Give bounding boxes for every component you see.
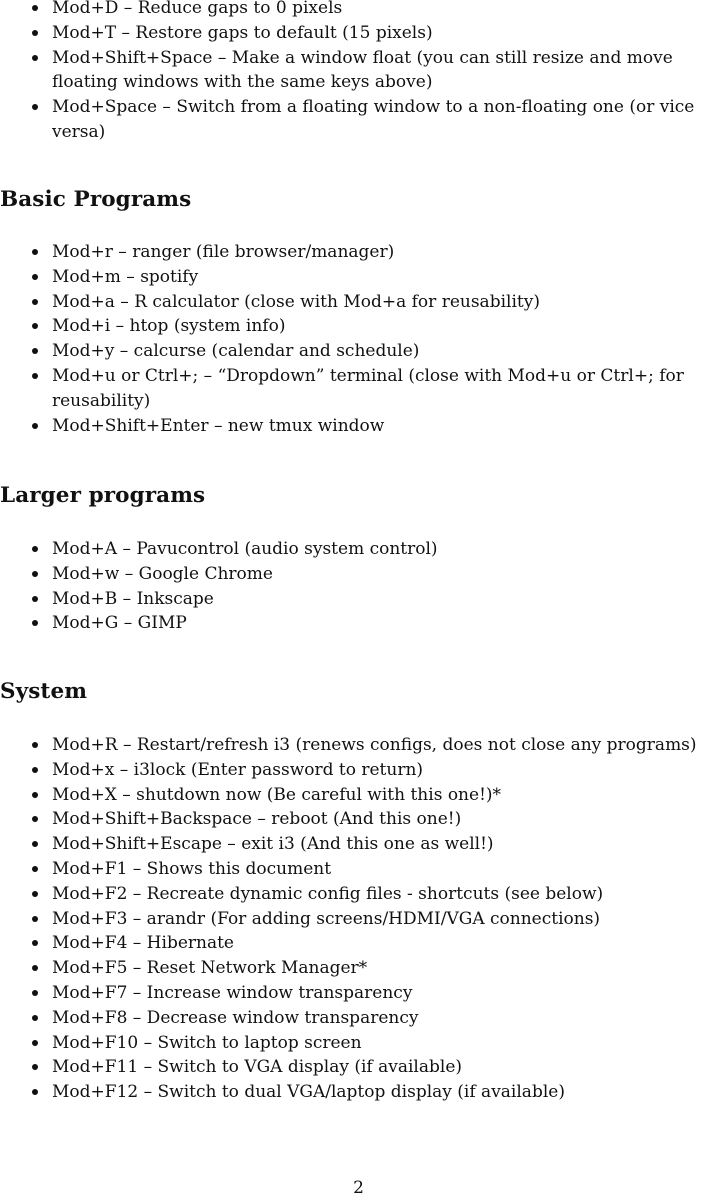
list-item: Mod+y – calcurse (calendar and schedule) [0, 339, 717, 364]
list-item: Mod+w – Google Chrome [0, 562, 717, 587]
section-heading-larger-programs: Larger programs [0, 483, 206, 508]
list-item: Mod+u or Ctrl+; – “Dropdown” terminal (close with Mod+u or Ctrl+; for reusability) [0, 364, 717, 414]
list-item: Mod+T – Restore gaps to default (15 pixels) [0, 21, 717, 46]
gaps-and-floating-list [0, 0, 717, 145]
list-item: Mod+D – Reduce gaps to 0 pixels [0, 0, 717, 21]
list-item: Mod+G – GIMP [0, 611, 717, 636]
list-item: Mod+F3 – arandr (For adding screens/HDMI/VGA connections) [0, 907, 717, 932]
list-item: Mod+F11 – Switch to VGA display (if available) [0, 1055, 717, 1080]
list-item: Mod+F12 – Switch to dual VGA/laptop display (if available) [0, 1080, 717, 1105]
list-item: Mod+A – Pavucontrol (audio system control) [0, 537, 717, 562]
list-item: Mod+Shift+Backspace – reboot (And this one!) [0, 807, 717, 832]
section-heading-system: System [0, 679, 88, 704]
list-item: Mod+F10 – Switch to laptop screen [0, 1031, 717, 1056]
list-item: Mod+Shift+Enter – new tmux window [0, 414, 717, 439]
list-item: Mod+m – spotify [0, 265, 717, 290]
larger-programs-list [0, 537, 717, 636]
list-item: Mod+Space – Switch from a floating window to a non-floating one (or vice versa) [0, 95, 717, 145]
list-item: Mod+F5 – Reset Network Manager* [0, 956, 717, 981]
list-item: Mod+r – ranger (file browser/manager) [0, 240, 717, 265]
list-item: Mod+F4 – Hibernate [0, 931, 717, 956]
list-item: Mod+F2 – Recreate dynamic config files - shortcuts (see below) [0, 882, 717, 907]
list-item: Mod+B – Inkscape [0, 587, 717, 612]
basic-programs-list [0, 240, 717, 438]
section-heading-basic-programs: Basic Programs [0, 187, 192, 212]
list-item: Mod+F7 – Increase window transparency [0, 981, 717, 1006]
list-item: Mod+x – i3lock (Enter password to return) [0, 758, 717, 783]
system-list [0, 733, 717, 1105]
list-item: Mod+a – R calculator (close with Mod+a for reusability) [0, 290, 717, 315]
list-item: Mod+Shift+Escape – exit i3 (And this one as well!) [0, 832, 717, 857]
list-item: Mod+F8 – Decrease window transparency [0, 1006, 717, 1031]
list-item: Mod+i – htop (system info) [0, 314, 717, 339]
list-item: Mod+Shift+Space – Make a window float (you can still resize and move floating windows with the same keys above) [0, 46, 717, 96]
list-item: Mod+F1 – Shows this document [0, 857, 717, 882]
list-item: Mod+R – Restart/refresh i3 (renews configs, does not close any programs) [0, 733, 717, 758]
page-number: 2 [353, 1178, 364, 1198]
list-item: Mod+X – shutdown now (Be careful with this one!)* [0, 783, 717, 808]
